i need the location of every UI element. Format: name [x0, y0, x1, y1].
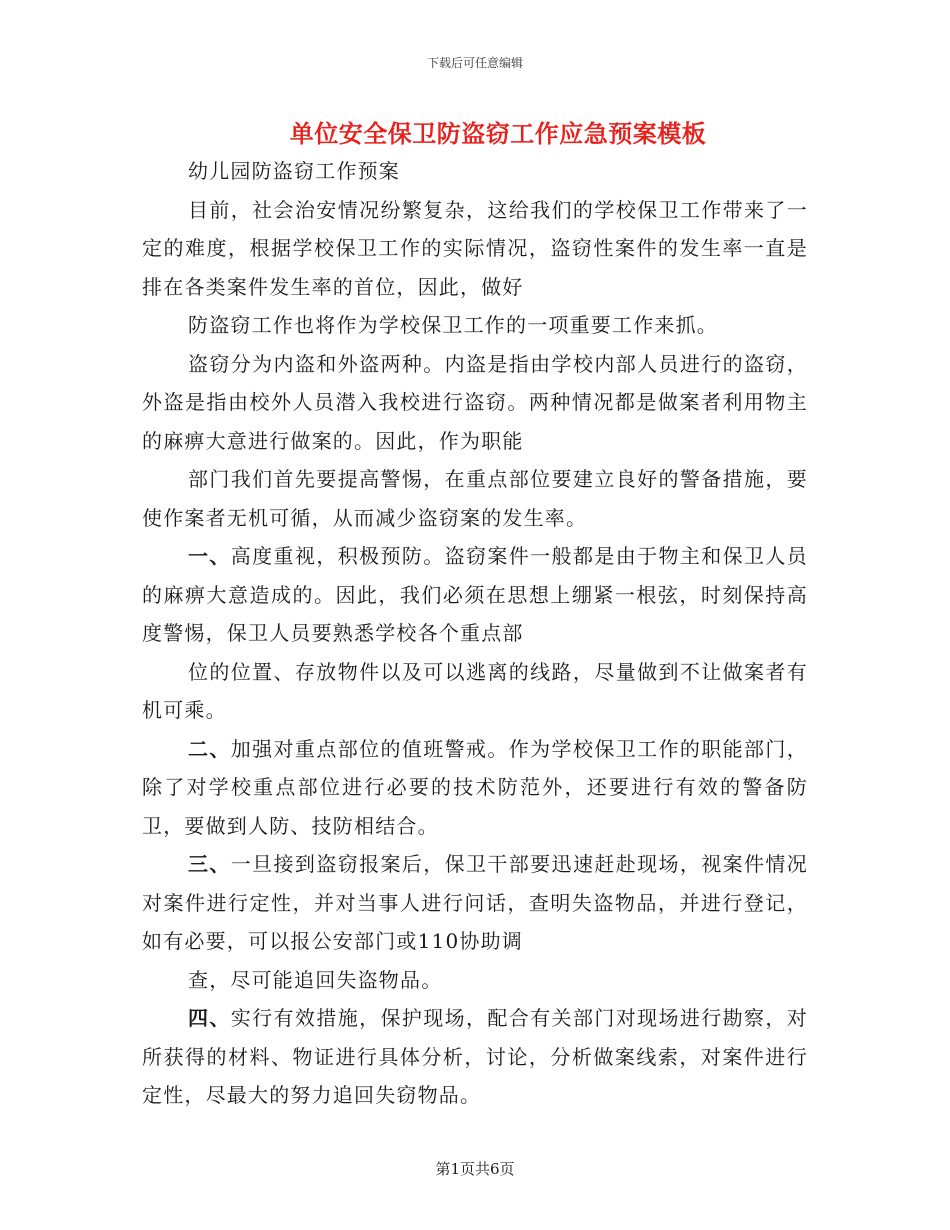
- paragraph-text: 一旦接到盗窃报案后，保卫干部要迅速赶赴现场，视案件情况对案件进行定性，并对当事人进行问话，查明失盗物品，并进行登记，如有必要，可以报公安部门或110协助调: [142, 852, 808, 953]
- paragraph-text: 高度重视，积极预防。盗窃案件一般都是由于物主和保卫人员的麻痹大意造成的。因此，我们必须在思想上绷紧一根弦，时刻保持高度警惕，保卫人员要熟悉学校各个重点部: [142, 544, 808, 645]
- paragraph: [142, 191, 808, 307]
- paragraph-lead: 二、: [188, 736, 231, 761]
- page-footer: 第1页共6页: [435, 1160, 515, 1178]
- paragraph-text: 位的位置、存放物件以及可以逃离的线路，尽量做到不让做案者有机可乘。: [142, 659, 808, 722]
- paragraph: [142, 345, 808, 461]
- paragraph-section-2: [142, 730, 808, 846]
- header-note: 下载后可任意编辑: [426, 56, 523, 70]
- paragraph-text: 实行有效措施，保护现场，配合有关部门对现场进行勘察，对所获得的材料、物证进行具体分析，讨论，分析做案线索，对案件进行定性，尽最大的努力追回失窃物品。: [142, 1006, 808, 1107]
- paragraph-text: 目前，社会治安情况纷繁复杂，这给我们的学校保卫工作带来了一定的难度，根据学校保卫工作的实际情况，盗窃性案件的发生率一直是排在各类案件发生率的首位，因此，做好: [142, 197, 808, 299]
- document-title: 单位安全保卫防盗窃工作应急预案模板: [289, 119, 707, 148]
- paragraph-subtitle: [142, 152, 808, 191]
- paragraph-text: 幼儿园防盗窃工作预案: [188, 159, 400, 183]
- paragraph-section-4: [142, 999, 808, 1115]
- paragraph-lead: 四、: [188, 1006, 231, 1030]
- paragraph: [142, 961, 808, 1000]
- paragraph: [142, 306, 808, 345]
- paragraph-text: 查，尽可能追回失盗物品。: [188, 967, 443, 992]
- paragraph-section-3: [142, 845, 808, 961]
- paragraph: [142, 460, 808, 537]
- paragraph-lead: 一、: [188, 544, 231, 568]
- paragraph-section-1: [142, 537, 808, 653]
- paragraph-text: 防盗窃工作也将作为学校保卫工作的一项重要工作来抓。: [188, 313, 718, 337]
- paragraph-lead: 三、: [188, 852, 231, 876]
- document-body: [142, 152, 808, 1115]
- paragraph: [142, 653, 808, 730]
- paragraph-text: 部门我们首先要提高警惕，在重点部位要建立良好的警备措施，要使作案者无机可循，从而减少盗窃案的发生率。: [142, 467, 808, 530]
- paragraph-text: 盗窃分为内盗和外盗两种。内盗是指由学校内部人员进行的盗窃，外盗是指由校外人员潜入我校进行盗窃。两种情况都是做案者利用物主的麻痹大意进行做案的。因此，作为职能: [142, 351, 808, 453]
- paragraph-text: 加强对重点部位的值班警戒。作为学校保卫工作的职能部门，除了对学校重点部位进行必要的技术防范外，还要进行有效的警备防卫，要做到人防、技防相结合。: [142, 736, 808, 838]
